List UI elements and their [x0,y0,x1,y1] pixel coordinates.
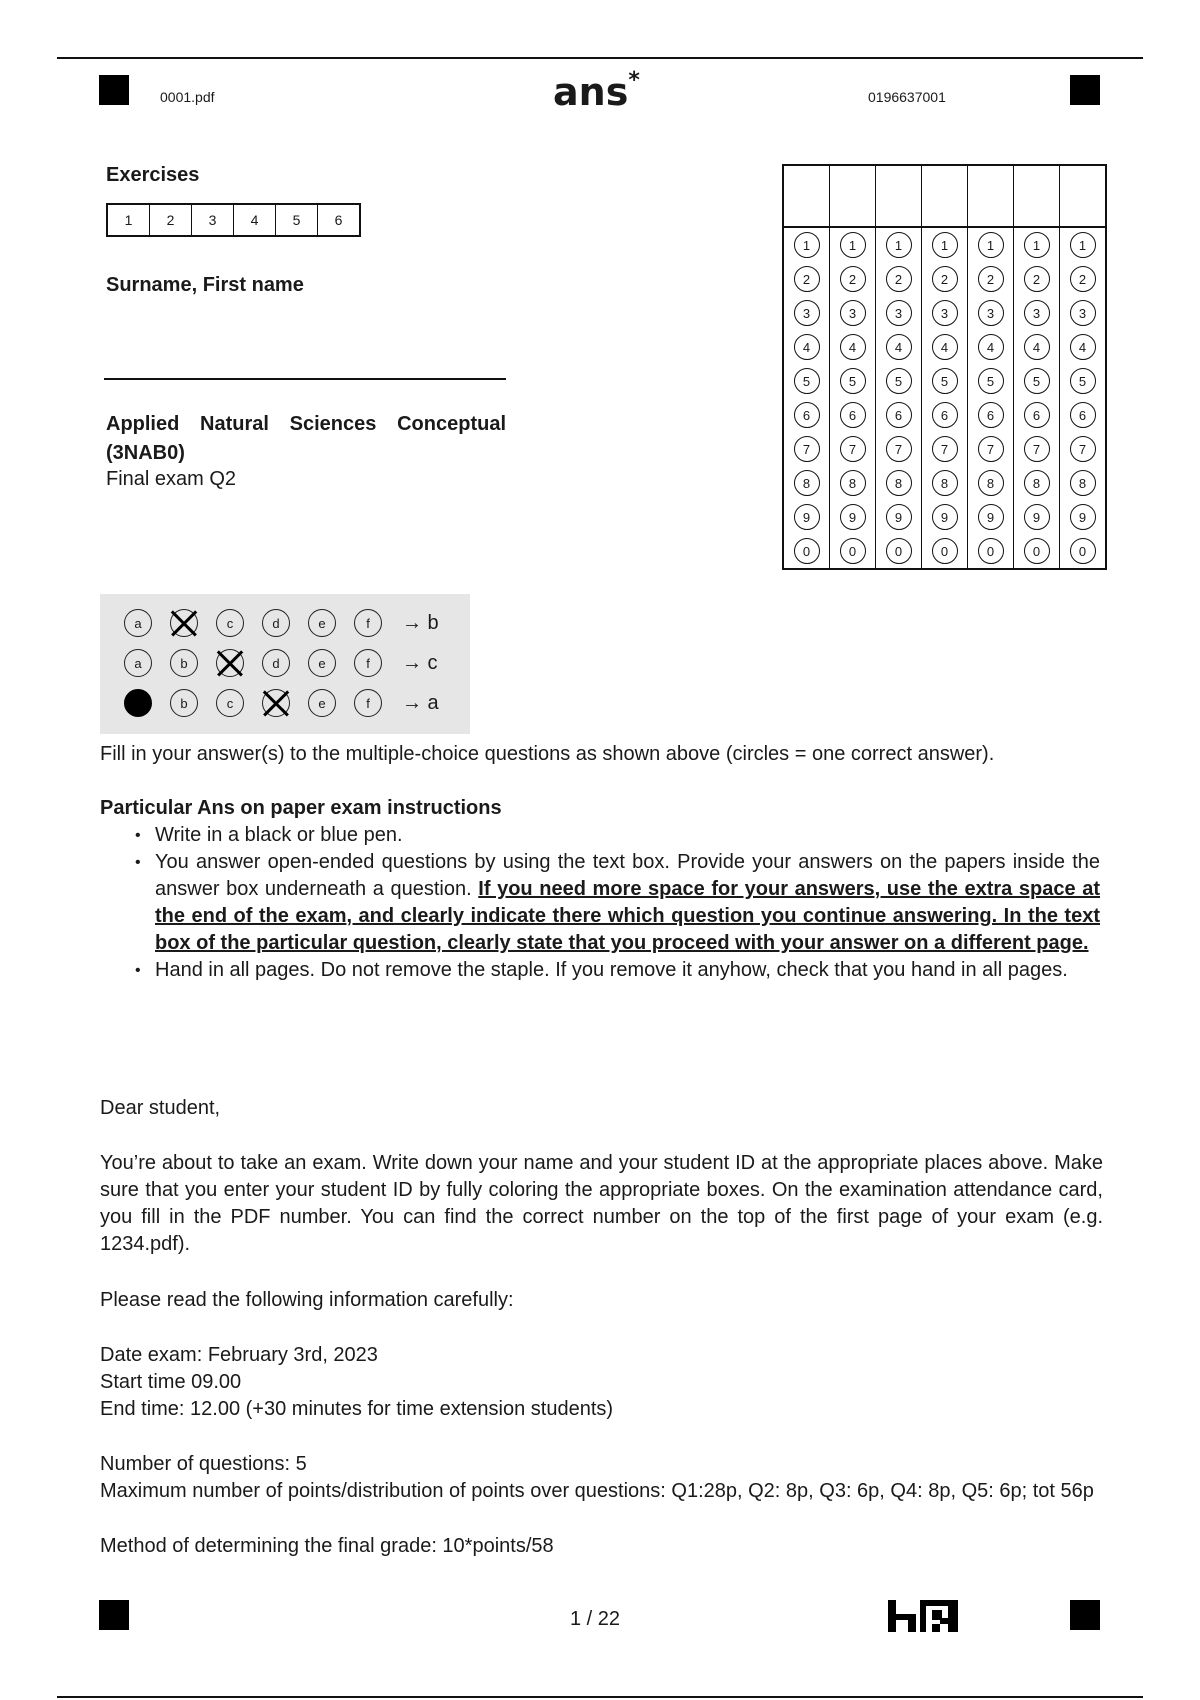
example-bubble: b [170,689,198,717]
example-bubble: e [308,609,336,637]
id-bubble[interactable]: 5 [1024,368,1050,394]
id-bubble[interactable]: 5 [840,368,866,394]
example-bubble: d [262,609,290,637]
example-bubble: e [308,689,336,717]
id-bubble[interactable]: 2 [840,266,866,292]
id-digit-box[interactable] [876,166,921,228]
id-bubble[interactable]: 0 [794,538,820,564]
exercise-box[interactable]: 1 [108,205,150,235]
id-column [876,166,922,568]
exercises-label: Exercises [106,164,200,186]
example-bubble: f [354,649,382,677]
id-column [1014,166,1060,568]
id-bubble[interactable]: 3 [794,300,820,326]
intro-paragraph: You’re about to take an exam. Write down your name and your student ID at the appropriate places above. Make sure that you enter your student ID by fully coloring the appropriate boxes. On the examination attendance card, you fill in the PDF number. You can find the correct number on the top of the first page of your exam (e.g. 1234.pdf). [100,1152,1103,1255]
id-bubble[interactable]: 2 [794,266,820,292]
pdf-filename: 0001.pdf [160,89,215,105]
id-column [784,166,830,568]
id-bubble[interactable]: 6 [978,402,1004,428]
example-bubble: d [262,649,290,677]
example-bubble [170,609,198,637]
id-bubble[interactable]: 4 [794,334,820,360]
id-bubble[interactable]: 2 [886,266,912,292]
example-bubble: f [354,689,382,717]
points-distribution: Maximum number of points/distribution of points over questions: Q1:28p, Q2: 8p, Q3: 6p, Q4: 8p, Q5: 6p; tot 56p [100,1480,1094,1502]
exam-subtitle: Final exam Q2 [106,468,237,490]
id-bubble[interactable]: 3 [1070,300,1096,326]
id-bubble[interactable]: 2 [1070,266,1096,292]
id-bubble[interactable]: 8 [794,470,820,496]
id-digit-box[interactable] [830,166,875,228]
registration-marker-bottom-left [99,1600,129,1630]
instruction-item: • Write in a black or blue pen. [100,822,1100,849]
exam-code: 0196637001 [868,89,946,105]
id-bubble[interactable]: 0 [1070,538,1096,564]
example-bubble [124,689,152,717]
id-column [1060,166,1105,568]
id-bubble[interactable]: 4 [1024,334,1050,360]
id-bubble[interactable]: 1 [794,232,820,258]
id-digit-box[interactable] [1060,166,1105,228]
id-bubble[interactable]: 0 [886,538,912,564]
registration-marker-top-left [99,75,129,105]
id-bubble[interactable]: 9 [794,504,820,530]
id-bubble[interactable]: 8 [1024,470,1050,496]
id-bubble[interactable]: 9 [978,504,1004,530]
id-bubble[interactable]: 9 [886,504,912,530]
number-of-questions: Number of questions: 5 [100,1453,307,1475]
id-bubble[interactable]: 6 [794,402,820,428]
id-bubble[interactable]: 9 [1024,504,1050,530]
id-bubble[interactable]: 9 [840,504,866,530]
fill-instructions: Fill in your answer(s) to the multiple-choice questions as shown above (circles = one correct answer). [100,743,995,765]
id-bubble[interactable]: 3 [840,300,866,326]
id-bubble[interactable]: 8 [978,470,1004,496]
id-bubble[interactable]: 9 [1070,504,1096,530]
instructions-list [100,822,1100,984]
id-bubble[interactable]: 6 [1024,402,1050,428]
instruction-item: • Hand in all pages. Do not remove the staple. If you remove it anyhow, check that you hand in all pages. [100,957,1100,984]
example-bubble: e [308,649,336,677]
id-digit-box[interactable] [784,166,829,228]
end-time: End time: 12.00 (+30 minutes for time extension students) [100,1398,614,1420]
id-bubble[interactable]: 5 [886,368,912,394]
example-bubble: f [354,609,382,637]
id-column [830,166,876,568]
id-bubble[interactable]: 7 [1024,436,1050,462]
read-carefully: Please read the following information carefully: [100,1289,514,1311]
example-row [124,649,438,677]
example-bubble [262,689,290,717]
id-column [968,166,1014,568]
id-bubble[interactable]: 4 [978,334,1004,360]
exercises-boxes [106,203,361,237]
id-bubble[interactable]: 7 [886,436,912,462]
id-bubble[interactable]: 4 [1070,334,1096,360]
id-bubble[interactable]: 2 [978,266,1004,292]
answer-example [100,594,470,734]
id-bubble[interactable]: 4 [886,334,912,360]
id-bubble[interactable]: 7 [840,436,866,462]
id-bubble[interactable]: 3 [932,300,958,326]
id-bubble[interactable]: 5 [978,368,1004,394]
id-bubble[interactable]: 8 [1070,470,1096,496]
student-id-grid [782,164,1107,570]
id-bubble[interactable]: 1 [1070,232,1096,258]
example-bubble: c [216,609,244,637]
exercise-box[interactable]: 5 [276,205,318,235]
example-result: → a [402,691,439,714]
id-bubble[interactable]: 5 [932,368,958,394]
top-rule [57,57,1143,59]
instructions-title: Particular Ans on paper exam instructions [100,797,502,819]
id-bubble[interactable]: 6 [1070,402,1096,428]
id-bubble[interactable]: 8 [840,470,866,496]
example-bubble: a [124,649,152,677]
ans-logo: ans* [553,68,640,114]
id-bubble[interactable]: 3 [1024,300,1050,326]
bottom-rule [57,1696,1143,1698]
registration-marker-top-right [1070,75,1100,105]
id-bubble[interactable]: 0 [932,538,958,564]
id-digit-box[interactable] [968,166,1013,228]
exercise-box[interactable]: 6 [334,212,343,228]
example-row [124,689,439,717]
start-time: Start time 09.00 [100,1371,242,1393]
id-bubble[interactable]: 3 [886,300,912,326]
course-title: Applied Natural Sciences Conceptual [106,413,506,435]
id-bubble[interactable]: 4 [932,334,958,360]
instruction-item: • You answer open-ended questions by using the text box. Provide your answers on the papers inside the answer box underneath a question. If you need more space for your answers, use the extra space at the end of the exam, and clearly indicate there which question you continue answering. In the text box of the particular question, clearly state that you proceed with your answer on a different page. [100,849,1100,957]
id-bubble[interactable]: 3 [978,300,1004,326]
id-bubble[interactable]: 6 [840,402,866,428]
exam-date: Date exam: February 3rd, 2023 [100,1344,378,1366]
id-digit-box[interactable] [1014,166,1059,228]
qr-code-icon [888,1600,958,1632]
id-bubble[interactable]: 1 [886,232,912,258]
grade-method: Method of determining the final grade: 10*points/58 [100,1535,554,1557]
exercise-box[interactable]: 3 [192,205,234,235]
id-bubble[interactable]: 4 [840,334,866,360]
example-result: → c [402,651,438,674]
name-field-line[interactable] [104,378,506,380]
example-result: → b [402,611,439,634]
id-column [922,166,968,568]
id-bubble[interactable]: 7 [1070,436,1096,462]
id-bubble[interactable]: 7 [978,436,1004,462]
id-bubble[interactable]: 2 [932,266,958,292]
id-bubble[interactable]: 6 [886,402,912,428]
id-digit-box[interactable] [922,166,967,228]
id-bubble[interactable]: 9 [932,504,958,530]
id-bubble[interactable]: 7 [932,436,958,462]
id-bubble[interactable]: 7 [794,436,820,462]
exercise-box[interactable]: 2 [150,205,192,235]
example-bubble [216,649,244,677]
exercise-box[interactable]: 4 [234,205,276,235]
instruction-emphasis: If you need more space for your answers, use the extra space at the end of the exam, and clearly indicate there which question you continue answering. In the text box of the particular question, clearly state that you proceed with your answer on a different page. [155,878,1101,954]
id-bubble[interactable]: 8 [932,470,958,496]
example-row [124,609,439,637]
page-number: 1 / 22 [570,1608,621,1630]
id-bubble[interactable]: 1 [1024,232,1050,258]
registration-marker-bottom-right [1070,1600,1100,1630]
id-bubble[interactable]: 0 [978,538,1004,564]
name-label: Surname, First name [106,274,304,296]
id-bubble[interactable]: 5 [1070,368,1096,394]
example-bubble: b [170,649,198,677]
greeting: Dear student, [100,1097,221,1119]
id-bubble[interactable]: 2 [1024,266,1050,292]
id-bubble[interactable]: 1 [840,232,866,258]
id-bubble[interactable]: 5 [794,368,820,394]
id-bubble[interactable]: 0 [840,538,866,564]
course-code: (3NAB0) [106,442,185,464]
id-bubble[interactable]: 6 [932,402,958,428]
id-bubble[interactable]: 0 [1024,538,1050,564]
id-bubble[interactable]: 8 [886,470,912,496]
id-bubble[interactable]: 1 [932,232,958,258]
id-bubble[interactable]: 1 [978,232,1004,258]
example-bubble: a [124,609,152,637]
example-bubble: c [216,689,244,717]
